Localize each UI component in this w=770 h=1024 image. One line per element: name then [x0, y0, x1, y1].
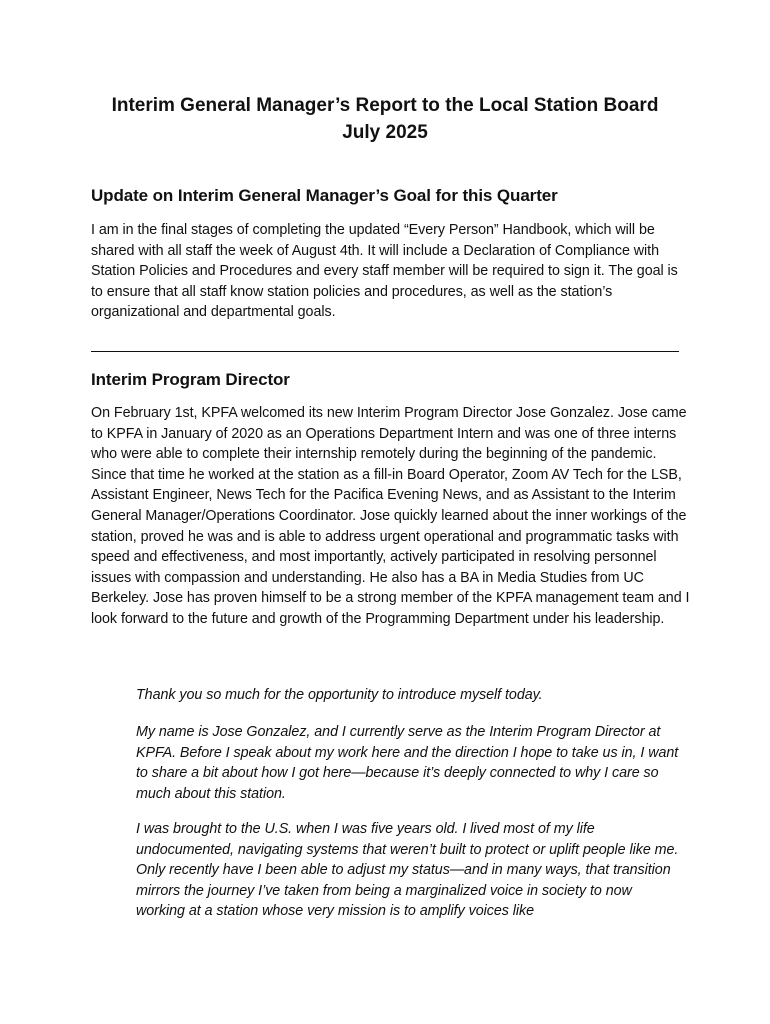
quote-paragraph: Thank you so much for the opportunity to introduce myself today. — [136, 687, 543, 703]
section-divider — [91, 351, 679, 352]
quote-paragraph: I was brought to the U.S. when I was five years old. I lived most of my life undocumented, navigating systems that weren’t built to protect or uplift people like me. Only recently have I been able to adjust my status—and in many ways, that transition mirrors the journey I’ve taken from being a marginalized voice in society to now working at a station whose very mission is to amplify voices like — [136, 821, 679, 920]
report-title: Interim General Manager’s Report to the Local Station Board — [111, 95, 659, 116]
section-heading-goal-update: Update on Interim General Manager’s Goal for this Quarter — [91, 186, 558, 205]
section-heading-interim-program-director: Interim Program Director — [91, 370, 290, 389]
quote-paragraph: My name is Jose Gonzalez, and I currently serve as the Interim Program Director at KPFA. Before I speak about my work here and the direction I hope to take us in, I want to share a bit about how I got here—because it’s deeply connected to why I care so much about this station. — [136, 724, 679, 802]
program-director-paragraph: On February 1st, KPFA welcomed its new Interim Program Director Jose Gonzalez. Jose came to KPFA in January of 2020 as an Operations Department Intern and was one of three interns who were able to complete their internship remotely during the beginning of the pandemic. Since that time he worked at the station as a fill-in Board Operator, Zoom AV Tech for the LSB, Assistant Engineer, News Tech for the Pacifica Evening News, and as Assistant to the Interim General Manager/Operations Coordinator. Jose quickly learned about the inner workings of the station, proved he was and is able to address urgent operational and programmatic tasks with speed and effectiveness, and most importantly, actively participated in resolving personnel issues with compassion and understanding. He also has a BA in Media Studies from UC Berkeley. Jose has proven himself to be a strong member of the KPFA management team and I look forward to the future and growth of the Programming Department under his leadership. — [91, 405, 690, 627]
report-date: July 2025 — [342, 122, 428, 143]
goal-update-paragraph: I am in the final stages of completing the updated “Every Person” Handbook, which will be shared with all staff the week of August 4th. It will include a Declaration of Compliance with Station Policies and Procedures and every staff member will be required to sign it. The goal is to ensure that all staff know station policies and procedures, as well as the station’s organizational and departmental goals. — [91, 222, 678, 321]
